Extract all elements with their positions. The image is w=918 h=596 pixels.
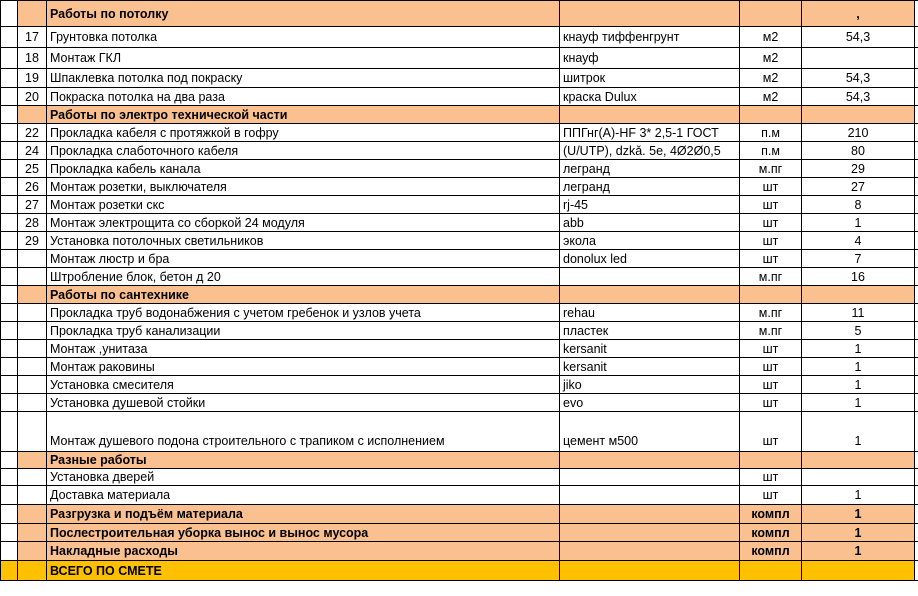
total-row	[1, 561, 918, 581]
quantity-cell[interactable]: 29	[802, 160, 915, 178]
row-edge-cell[interactable]	[915, 561, 918, 581]
work-name-cell[interactable]: Установка смесителя	[47, 376, 560, 394]
row-number-cell[interactable]: 29	[18, 232, 47, 250]
quantity-cell[interactable]: 54,3	[802, 88, 915, 106]
row-edge-cell[interactable]	[915, 412, 918, 452]
row-edge-cell[interactable]	[915, 376, 918, 394]
quantity-cell[interactable]: 1	[802, 214, 915, 232]
row-edge-cell[interactable]	[915, 178, 918, 196]
quantity-cell[interactable]: 1	[802, 376, 915, 394]
row-gutter-cell[interactable]	[1, 1, 18, 27]
sheet-bottom-margin	[0, 584, 918, 596]
material-cell[interactable]: evo	[560, 394, 740, 412]
row-gutter-cell[interactable]	[1, 376, 18, 394]
unit-cell[interactable]: м2	[740, 88, 802, 106]
row-gutter-cell[interactable]	[1, 322, 18, 340]
unit-cell[interactable]: шт	[740, 394, 802, 412]
unit-cell[interactable]: шт	[740, 358, 802, 376]
quantity-cell[interactable]: 1	[802, 542, 915, 561]
material-cell[interactable]: пластек	[560, 322, 740, 340]
table-row	[1, 322, 918, 340]
table-row	[1, 250, 918, 268]
row-number-cell[interactable]	[18, 561, 47, 581]
work-name-cell[interactable]: Прокладка кабель канала	[47, 160, 560, 178]
material-cell[interactable]: rj-45	[560, 196, 740, 214]
row-number-cell[interactable]	[18, 322, 47, 340]
row-edge-cell[interactable]	[915, 505, 918, 524]
table-row	[1, 376, 918, 394]
row-gutter-cell[interactable]	[1, 250, 18, 268]
unit-cell[interactable]: компл	[740, 505, 802, 524]
material-cell[interactable]: экола	[560, 232, 740, 250]
unit-cell[interactable]: м2	[740, 48, 802, 69]
row-edge-cell[interactable]	[915, 160, 918, 178]
row-number-cell[interactable]	[18, 106, 47, 124]
unit-cell[interactable]: м.пг	[740, 160, 802, 178]
row-gutter-cell[interactable]	[1, 358, 18, 376]
row-edge-cell[interactable]	[915, 340, 918, 358]
work-name-cell[interactable]: Прокладка труб водонабжения с учетом гребенок и узлов учета	[47, 304, 560, 322]
row-edge-cell[interactable]	[915, 1, 918, 27]
table-row	[1, 88, 918, 106]
row-edge-cell[interactable]	[915, 358, 918, 376]
row-number-cell[interactable]	[18, 286, 47, 304]
quantity-cell[interactable]: 1	[802, 524, 915, 542]
table-row	[1, 412, 918, 452]
row-gutter-cell[interactable]	[1, 268, 18, 286]
row-gutter-cell[interactable]	[1, 232, 18, 250]
material-cell[interactable]	[560, 469, 740, 486]
estimate-table-body	[1, 1, 918, 581]
row-number-cell[interactable]	[18, 452, 47, 469]
section-row	[1, 542, 918, 561]
work-name-cell[interactable]: Доставка материала	[47, 486, 560, 505]
unit-cell[interactable]: п.м	[740, 124, 802, 142]
material-cell[interactable]: (U/UTP), dzkǎ. 5e, 4Ø2Ø0,5	[560, 142, 740, 160]
row-edge-cell[interactable]	[915, 232, 918, 250]
row-number-cell[interactable]	[18, 304, 47, 322]
unit-cell[interactable]: м.пг	[740, 304, 802, 322]
row-edge-cell[interactable]	[915, 469, 918, 486]
unit-cell[interactable]: шт	[740, 178, 802, 196]
table-row	[1, 232, 918, 250]
work-name-cell[interactable]: Монтаж раковины	[47, 358, 560, 376]
section-row	[1, 524, 918, 542]
work-name-cell[interactable]: Работы по потолку	[47, 1, 560, 27]
section-row	[1, 505, 918, 524]
table-row	[1, 304, 918, 322]
quantity-cell[interactable]: ,	[802, 1, 915, 27]
row-gutter-cell[interactable]	[1, 412, 18, 452]
work-name-cell[interactable]: Монтаж розетки, выключателя	[47, 178, 560, 196]
row-number-cell[interactable]: 28	[18, 214, 47, 232]
work-name-cell[interactable]: Монтаж электрощита со сборкой 24 модуля	[47, 214, 560, 232]
quantity-cell[interactable]: 54,3	[802, 69, 915, 88]
material-cell[interactable]	[560, 452, 740, 469]
row-edge-cell[interactable]	[915, 394, 918, 412]
unit-cell[interactable]	[740, 1, 802, 27]
material-cell[interactable]: краска Dulux	[560, 88, 740, 106]
table-row	[1, 394, 918, 412]
unit-cell[interactable]: м.пг	[740, 268, 802, 286]
unit-cell[interactable]: шт	[740, 486, 802, 505]
quantity-cell[interactable]: 1	[802, 412, 915, 452]
material-cell[interactable]: ППГнг(А)-HF 3* 2,5-1 ГОСТ	[560, 124, 740, 142]
row-edge-cell[interactable]	[915, 286, 918, 304]
material-cell[interactable]: rehau	[560, 304, 740, 322]
material-cell[interactable]: abb	[560, 214, 740, 232]
quantity-cell[interactable]	[802, 48, 915, 69]
quantity-cell[interactable]: 1	[802, 486, 915, 505]
material-cell[interactable]: кнауф	[560, 48, 740, 69]
material-cell[interactable]	[560, 561, 740, 581]
unit-cell[interactable]	[740, 452, 802, 469]
work-name-cell[interactable]: Монтаж люстр и бра	[47, 250, 560, 268]
row-number-cell[interactable]	[18, 524, 47, 542]
material-cell[interactable]: цемент м500	[560, 412, 740, 452]
work-name-cell[interactable]: Разные работы	[47, 452, 560, 469]
row-number-cell[interactable]: 22	[18, 124, 47, 142]
material-cell[interactable]	[560, 1, 740, 27]
quantity-cell[interactable]: 210	[802, 124, 915, 142]
row-gutter-cell[interactable]	[1, 340, 18, 358]
table-row	[1, 340, 918, 358]
unit-cell[interactable]: шт	[740, 214, 802, 232]
row-edge-cell[interactable]	[915, 124, 918, 142]
section-row	[1, 1, 918, 27]
quantity-cell[interactable]	[802, 561, 915, 581]
material-cell[interactable]: кнауф тиффенгрунт	[560, 27, 740, 48]
table-row	[1, 48, 918, 69]
quantity-cell[interactable]	[802, 286, 915, 304]
table-row	[1, 160, 918, 178]
row-gutter-cell[interactable]	[1, 142, 18, 160]
row-edge-cell[interactable]	[915, 524, 918, 542]
row-gutter-cell[interactable]	[1, 160, 18, 178]
row-number-cell[interactable]	[18, 412, 47, 452]
work-name-cell[interactable]: Установка дверей	[47, 469, 560, 486]
unit-cell[interactable]: шт	[740, 469, 802, 486]
material-cell[interactable]: шитрок	[560, 69, 740, 88]
work-name-cell[interactable]: Монтаж ,унитаза	[47, 340, 560, 358]
material-cell[interactable]: легранд	[560, 178, 740, 196]
table-row	[1, 268, 918, 286]
unit-cell[interactable]: компл	[740, 524, 802, 542]
material-cell[interactable]: kersanit	[560, 358, 740, 376]
material-cell[interactable]	[560, 268, 740, 286]
row-gutter-cell[interactable]	[1, 214, 18, 232]
work-name-cell[interactable]: Шпаклевка потолка под покраску	[47, 69, 560, 88]
table-row	[1, 214, 918, 232]
work-name-cell[interactable]: ВСЕГО ПО СМЕТЕ	[47, 561, 560, 581]
material-cell[interactable]	[560, 106, 740, 124]
quantity-cell[interactable]: 1	[802, 505, 915, 524]
quantity-cell[interactable]	[802, 106, 915, 124]
row-number-cell[interactable]	[18, 542, 47, 561]
row-number-cell[interactable]	[18, 469, 47, 486]
row-gutter-cell[interactable]	[1, 452, 18, 469]
row-edge-cell[interactable]	[915, 27, 918, 48]
work-name-cell[interactable]: Разгрузка и подъём материала	[47, 505, 560, 524]
unit-cell[interactable]	[740, 286, 802, 304]
work-name-cell[interactable]: Установка потолочных светильников	[47, 232, 560, 250]
work-name-cell[interactable]: Работы по электро технической части	[47, 106, 560, 124]
row-number-cell[interactable]	[18, 376, 47, 394]
work-name-cell[interactable]: Прокладка труб канализации	[47, 322, 560, 340]
row-edge-cell[interactable]	[915, 268, 918, 286]
quantity-cell[interactable]: 16	[802, 268, 915, 286]
row-edge-cell[interactable]	[915, 304, 918, 322]
quantity-cell[interactable]: 1	[802, 358, 915, 376]
section-row	[1, 286, 918, 304]
material-cell[interactable]: легранд	[560, 160, 740, 178]
unit-cell[interactable]: м.пг	[740, 322, 802, 340]
row-number-cell[interactable]	[18, 268, 47, 286]
material-cell[interactable]: jiko	[560, 376, 740, 394]
quantity-cell[interactable]: 7	[802, 250, 915, 268]
unit-cell[interactable]: шт	[740, 196, 802, 214]
work-name-cell[interactable]: Монтаж розетки скс	[47, 196, 560, 214]
row-number-cell[interactable]	[18, 486, 47, 505]
material-cell[interactable]	[560, 486, 740, 505]
unit-cell[interactable]: п.м	[740, 142, 802, 160]
table-row	[1, 469, 918, 486]
row-number-cell[interactable]: 20	[18, 88, 47, 106]
table-row	[1, 69, 918, 88]
row-number-cell[interactable]: 27	[18, 196, 47, 214]
row-number-cell[interactable]: 17	[18, 27, 47, 48]
table-row	[1, 486, 918, 505]
work-name-cell[interactable]: Грунтовка потолка	[47, 27, 560, 48]
row-gutter-cell[interactable]	[1, 304, 18, 322]
unit-cell[interactable]: шт	[740, 250, 802, 268]
unit-cell[interactable]: компл	[740, 542, 802, 561]
table-row	[1, 178, 918, 196]
row-gutter-cell[interactable]	[1, 124, 18, 142]
row-edge-cell[interactable]	[915, 214, 918, 232]
row-edge-cell[interactable]	[915, 48, 918, 69]
section-row	[1, 452, 918, 469]
work-name-cell[interactable]: Послестроительная уборка вынос и вынос мусора	[47, 524, 560, 542]
row-gutter-cell[interactable]	[1, 394, 18, 412]
work-name-cell[interactable]: Прокладка слаботочного кабеля	[47, 142, 560, 160]
quantity-cell[interactable]: 4	[802, 232, 915, 250]
work-name-cell[interactable]: Штробление блок, бетон д 20	[47, 268, 560, 286]
material-cell[interactable]	[560, 286, 740, 304]
material-cell[interactable]	[560, 524, 740, 542]
work-name-cell[interactable]: Монтаж душевого подона строительного с трапиком с исполнением	[47, 412, 560, 452]
row-gutter-cell[interactable]	[1, 505, 18, 524]
row-edge-cell[interactable]	[915, 322, 918, 340]
row-gutter-cell[interactable]	[1, 48, 18, 69]
row-number-cell[interactable]: 24	[18, 142, 47, 160]
work-name-cell[interactable]: Установка душевой стойки	[47, 394, 560, 412]
quantity-cell[interactable]: 80	[802, 142, 915, 160]
quantity-cell[interactable]: 27	[802, 178, 915, 196]
unit-cell[interactable]: шт	[740, 340, 802, 358]
row-number-cell[interactable]: 25	[18, 160, 47, 178]
table-row	[1, 27, 918, 48]
row-gutter-cell[interactable]	[1, 88, 18, 106]
row-number-cell[interactable]	[18, 340, 47, 358]
unit-cell[interactable]: шт	[740, 232, 802, 250]
row-gutter-cell[interactable]	[1, 27, 18, 48]
row-gutter-cell[interactable]	[1, 196, 18, 214]
work-name-cell[interactable]: Монтаж ГКЛ	[47, 48, 560, 69]
row-number-cell[interactable]: 19	[18, 69, 47, 88]
row-edge-cell[interactable]	[915, 106, 918, 124]
row-edge-cell[interactable]	[915, 196, 918, 214]
material-cell[interactable]	[560, 505, 740, 524]
row-gutter-cell[interactable]	[1, 542, 18, 561]
row-gutter-cell[interactable]	[1, 561, 18, 581]
row-edge-cell[interactable]	[915, 542, 918, 561]
row-gutter-cell[interactable]	[1, 469, 18, 486]
table-row	[1, 124, 918, 142]
row-gutter-cell[interactable]	[1, 486, 18, 505]
work-name-cell[interactable]: Покраска потолка на два раза	[47, 88, 560, 106]
row-edge-cell[interactable]	[915, 69, 918, 88]
row-number-cell[interactable]	[18, 358, 47, 376]
quantity-cell[interactable]: 5	[802, 322, 915, 340]
row-number-cell[interactable]: 26	[18, 178, 47, 196]
row-gutter-cell[interactable]	[1, 69, 18, 88]
work-name-cell[interactable]: Работы по сантехнике	[47, 286, 560, 304]
quantity-cell[interactable]: 1	[802, 340, 915, 358]
quantity-cell[interactable]	[802, 469, 915, 486]
material-cell[interactable]	[560, 542, 740, 561]
unit-cell[interactable]: шт	[740, 412, 802, 452]
row-number-cell[interactable]	[18, 1, 47, 27]
row-edge-cell[interactable]	[915, 486, 918, 505]
row-gutter-cell[interactable]	[1, 178, 18, 196]
unit-cell[interactable]	[740, 561, 802, 581]
quantity-cell[interactable]	[802, 452, 915, 469]
row-number-cell[interactable]	[18, 394, 47, 412]
work-name-cell[interactable]: Прокладка кабеля с протяжкой в гофру	[47, 124, 560, 142]
material-cell[interactable]: donolux led	[560, 250, 740, 268]
unit-cell[interactable]: шт	[740, 376, 802, 394]
table-row	[1, 142, 918, 160]
table-row	[1, 358, 918, 376]
material-cell[interactable]: kersanit	[560, 340, 740, 358]
row-gutter-cell[interactable]	[1, 524, 18, 542]
work-name-cell[interactable]: Накладные расходы	[47, 542, 560, 561]
row-number-cell[interactable]	[18, 250, 47, 268]
quantity-cell[interactable]: 54,3	[802, 27, 915, 48]
table-row	[1, 196, 918, 214]
row-edge-cell[interactable]	[915, 88, 918, 106]
row-edge-cell[interactable]	[915, 142, 918, 160]
row-edge-cell[interactable]	[915, 250, 918, 268]
unit-cell[interactable]: м2	[740, 69, 802, 88]
row-gutter-cell[interactable]	[1, 286, 18, 304]
row-number-cell[interactable]: 18	[18, 48, 47, 69]
unit-cell[interactable]	[740, 106, 802, 124]
row-edge-cell[interactable]	[915, 452, 918, 469]
quantity-cell[interactable]: 8	[802, 196, 915, 214]
row-number-cell[interactable]	[18, 505, 47, 524]
quantity-cell[interactable]: 1	[802, 394, 915, 412]
unit-cell[interactable]: м2	[740, 27, 802, 48]
quantity-cell[interactable]: 11	[802, 304, 915, 322]
row-gutter-cell[interactable]	[1, 106, 18, 124]
section-row	[1, 106, 918, 124]
